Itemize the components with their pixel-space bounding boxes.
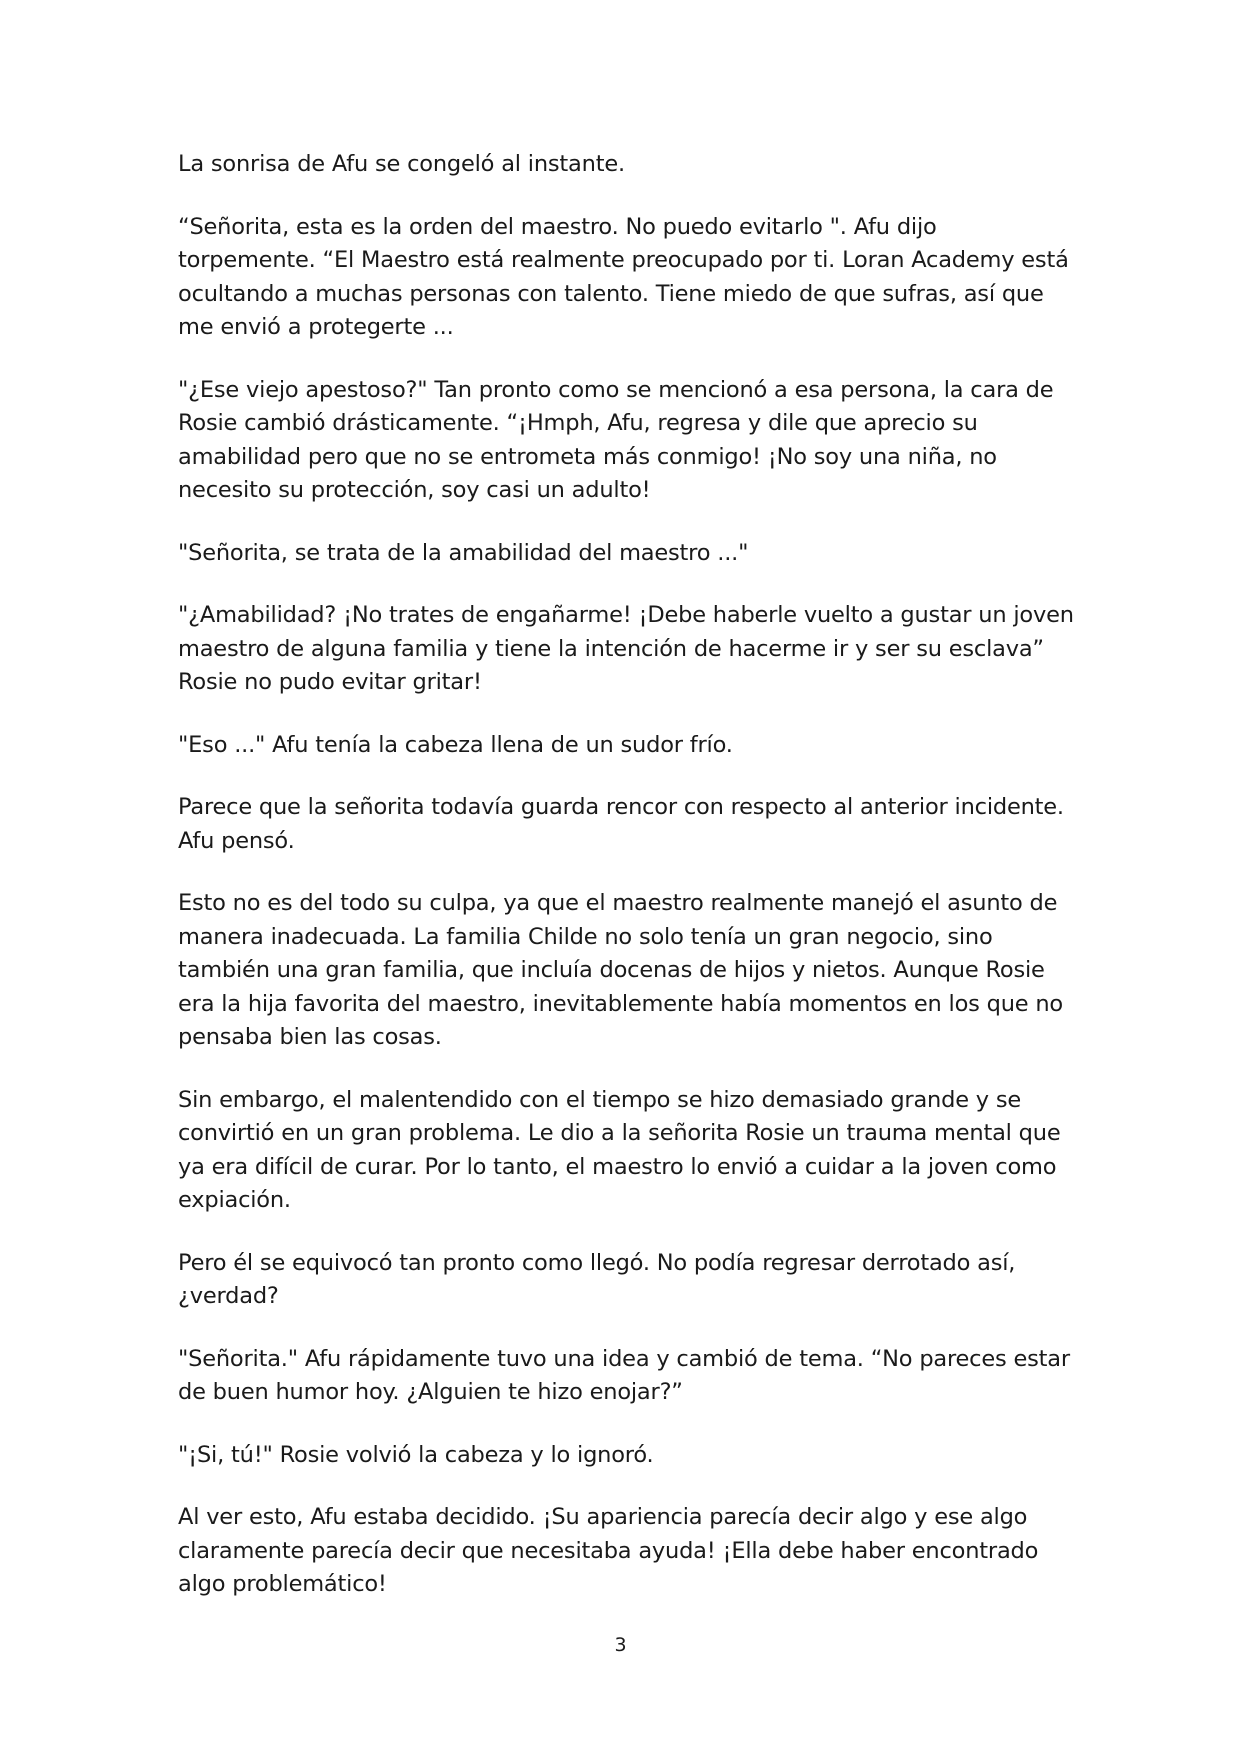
body-text: [178, 148, 1078, 1631]
paragraph: "¿Amabilidad? ¡No trates de engañarme! ¡Debe haberle vuelto a gustar un joven maestro de alguna familia y tiene la intención de hacerme ir y ser su esclava” Rosie no pudo evitar gritar!: [178, 602, 1074, 695]
paragraph: "Señorita, se trata de la amabilidad del maestro ...": [178, 539, 749, 566]
page-number: 3: [614, 1634, 627, 1656]
paragraph: Esto no es del todo su culpa, ya que el maestro realmente manejó el asunto de manera inadecuada. La familia Childe no solo tenía un gran negocio, sino también una gran familia, que incluía docenas de hijos y nietos. Aunque Rosie era la hija favorita del maestro, inevitablemente había momentos en los que no pensaba bien las cosas.: [178, 890, 1063, 1050]
paragraph: “Señorita, esta es la orden del maestro. No puedo evitarlo ". Afu dijo torpemente. “El Maestro está realmente preocupado por ti. Loran Academy está ocultando a muchas personas con talento. Tiene miedo de que sufras, así que me envió a protegerte ...: [178, 213, 1069, 340]
paragraph: Sin embargo, el malentendido con el tiempo se hizo demasiado grande y se convirtió en un gran problema. Le dio a la señorita Rosie un trauma mental que ya era difícil de curar. Por lo tanto, el maestro lo envió a cuidar a la joven como expiación.: [178, 1086, 1061, 1213]
paragraph: Pero él se equivocó tan pronto como llegó. No podía regresar derrotado así, ¿verdad?: [178, 1249, 1016, 1309]
paragraph: Parece que la señorita todavía guarda rencor con respecto al anterior incidente. Afu pensó.: [178, 794, 1064, 854]
paragraph: "Señorita." Afu rápidamente tuvo una idea y cambió de tema. “No pareces estar de buen humor hoy. ¿Alguien te hizo enojar?”: [178, 1345, 1070, 1405]
paragraph: "¡Si, tú!" Rosie volvió la cabeza y lo ignoró.: [178, 1441, 654, 1468]
paragraph: "¿Ese viejo apestoso?" Tan pronto como se mencionó a esa persona, la cara de Rosie cambió drásticamente. “¡Hmph, Afu, regresa y dile que aprecio su amabilidad pero que no se entrometa más conmigo! ¡No soy una niña, no necesito su protección, soy casi un adulto!: [178, 376, 1054, 503]
paragraph: Al ver esto, Afu estaba decidido. ¡Su apariencia parecía decir algo y ese algo claramente parecía decir que necesitaba ayuda! ¡Ella debe haber encontrado algo problemático!: [178, 1504, 1039, 1597]
paragraph: La sonrisa de Afu se congeló al instante.: [178, 151, 625, 177]
paragraph: "Eso ..." Afu tenía la cabeza llena de un sudor frío.: [178, 731, 733, 758]
